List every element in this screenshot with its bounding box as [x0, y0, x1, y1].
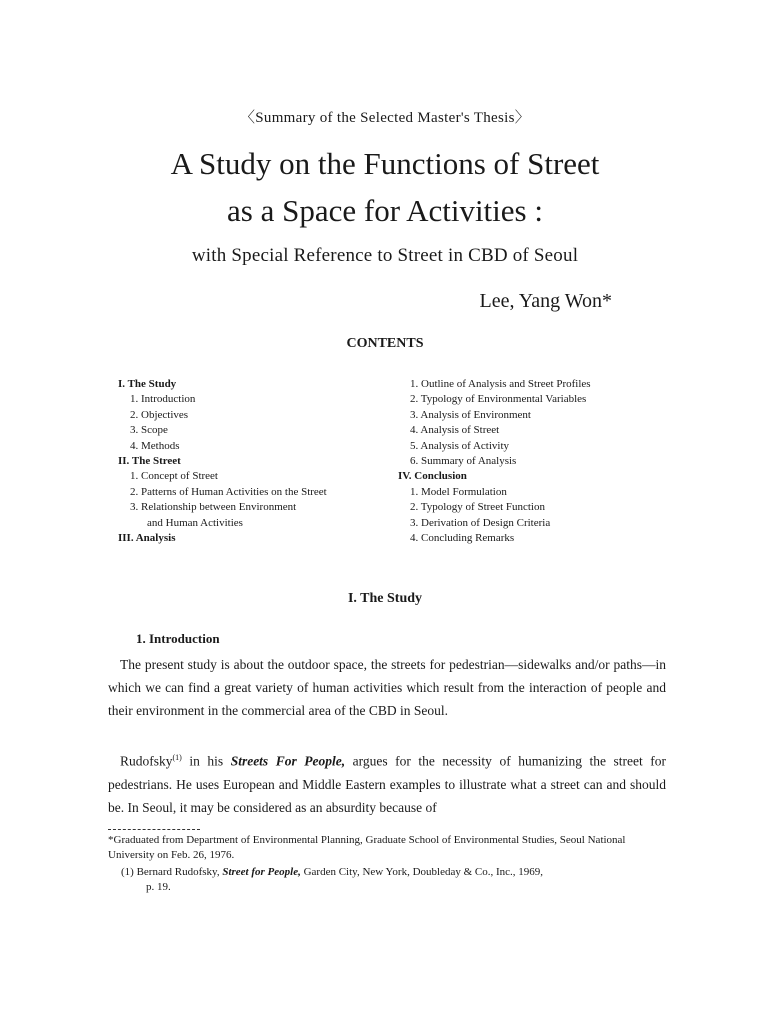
- introduction-paragraph-1: The present study is about the outdoor space, the streets for pedestrian—sidewalks and/or paths—in which we can find a great variety of human activities which result from the interaction of people and their environment in the commercial area of the CBD in Seoul.: [108, 657, 666, 719]
- summary-label: 〈Summary of the Selected Master's Thesis〉: [239, 110, 531, 126]
- title-line-1: A Study on the Functions of Street: [170, 146, 600, 181]
- cited-author: Rudofsky: [120, 753, 173, 769]
- contents-entry: 4. Concluding Remarks: [410, 532, 515, 545]
- contents-chapter: III. Analysis: [118, 532, 176, 545]
- section-heading: I. The Study: [347, 591, 423, 606]
- footnote-divider: [108, 829, 200, 830]
- contents-entry: 5. Analysis of Activity: [410, 439, 509, 452]
- contents-entry: 3. Analysis of Environment: [410, 408, 531, 421]
- author-name: Lee, Yang Won*: [479, 290, 612, 312]
- contents-entry: 4. Analysis of Street: [410, 424, 500, 437]
- contents-entry: 1. Introduction: [130, 393, 196, 406]
- contents-entry: 2. Typology of Street Function: [410, 501, 545, 514]
- footnote-2-book: Street for People,: [222, 866, 301, 878]
- contents-right-column: [398, 377, 658, 546]
- footnote-2-text-b: Garden City, New York, Doubleday & Co., Inc., 1969,: [300, 866, 544, 878]
- contents-chapter: I. The Study: [118, 378, 177, 390]
- contents-entry: 1. Concept of Street: [130, 470, 218, 483]
- contents-heading: CONTENTS: [346, 336, 424, 351]
- subtitle: with Special Reference to Street in CBD of Seoul: [191, 245, 579, 266]
- contents-chapter: II. The Street: [118, 455, 181, 468]
- contents-entry: 4. Methods: [130, 439, 180, 452]
- footnote-2-page: p. 19.: [146, 881, 171, 893]
- introduction-paragraph-2: [108, 746, 666, 819]
- contents-chapter: IV. Conclusion: [398, 470, 467, 483]
- contents-entry: and Human Activities: [147, 516, 243, 529]
- contents-left-column: [118, 377, 398, 546]
- contents-entry: 1. Model Formulation: [410, 485, 507, 498]
- contents-entry: 3. Relationship between Environment: [130, 501, 297, 514]
- contents-entry: 2. Objectives: [130, 408, 189, 421]
- contents-entry: 2. Typology of Environmental Variables: [410, 393, 587, 406]
- contents-entry: 6. Summary of Analysis: [410, 455, 517, 468]
- para-2-text-b: argues for the necessity of humanizing the street for pedestrians. He uses European and Middle Eastern examples to illustrate what a street can and should be. In Seoul, it may be considered as an absurdity because of: [108, 753, 666, 815]
- footnote-author: *Graduated from Department of Environmental Planning, Graduate School of Environmental Studies, Seoul National University on Feb. 26, 1976.: [108, 834, 626, 861]
- cited-book-title: Streets For People,: [230, 753, 346, 769]
- footnote-2-text-a: (1) Bernard Rudofsky,: [121, 866, 223, 878]
- subsection-heading: 1. Introduction: [136, 631, 220, 646]
- footnote-reference: [108, 865, 668, 895]
- title-line-2: as a Space for Activities :: [227, 193, 543, 228]
- footnote-ref: (1): [172, 753, 182, 762]
- contents-entry: 3. Derivation of Design Criteria: [410, 516, 551, 529]
- contents-entry: 3. Scope: [130, 424, 168, 437]
- para-2-text-a: in his: [181, 753, 231, 769]
- contents-entry: 2. Patterns of Human Activities on the Street: [130, 485, 327, 498]
- contents-entry: 1. Outline of Analysis and Street Profiles: [410, 378, 591, 390]
